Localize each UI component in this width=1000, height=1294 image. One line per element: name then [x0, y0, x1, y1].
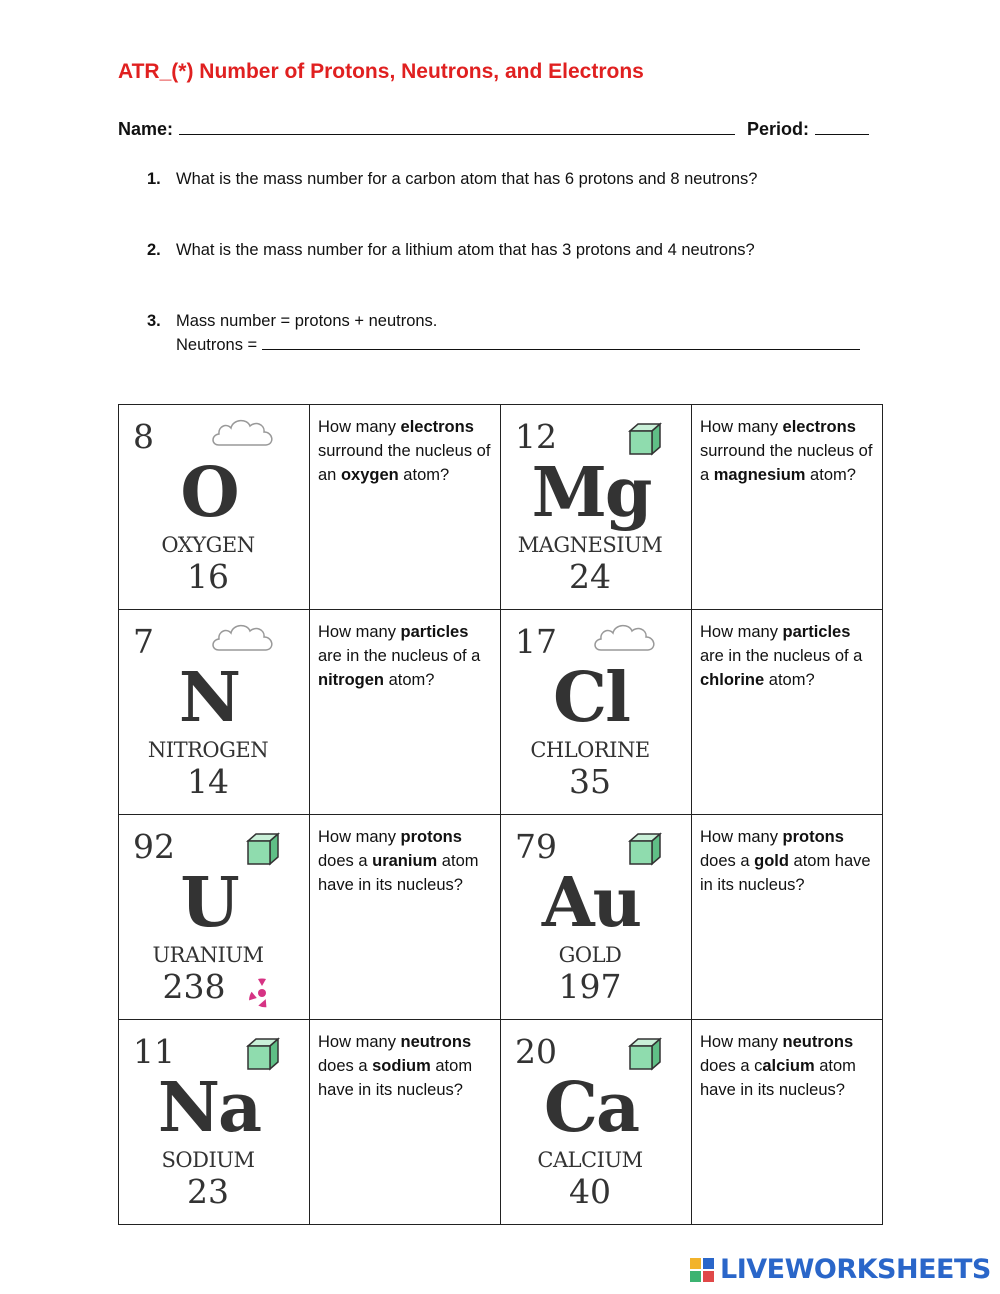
prompt-cell-magnesium	[692, 405, 883, 610]
prompt-cell-gold	[692, 815, 883, 1020]
element-symbol: Na	[157, 1068, 261, 1148]
period-field[interactable]	[815, 118, 869, 135]
element-name: SODIUM	[161, 1148, 255, 1172]
neutrons-label: Neutrons =	[176, 336, 258, 354]
period-label: Period:	[747, 119, 810, 139]
mass-number: 238	[162, 967, 226, 1006]
element-card-nitrogen	[119, 610, 310, 815]
radioactive-icon	[245, 976, 279, 1010]
element-symbol: N	[178, 658, 240, 738]
mass-number: 16	[187, 557, 229, 596]
atomic-number: 79	[515, 827, 557, 866]
mass-number: 40	[569, 1172, 611, 1211]
element-name: GOLD	[558, 943, 622, 967]
cube-icon	[627, 831, 663, 867]
element-card-chlorine	[501, 610, 692, 815]
prompt-text: How many particles are in the nucleus of a nitrogen atom?	[318, 623, 481, 689]
element-card-magnesium	[501, 405, 692, 610]
element-card-uranium	[119, 815, 310, 1020]
prompt-text: How many protons does a uranium atom have in its nucleus?	[318, 828, 479, 894]
prompt-text: How many electrons surround the nucleus of an oxygen atom?	[318, 418, 491, 484]
name-label: Name:	[118, 119, 174, 139]
prompt-text: How many neutrons does a calcium atom have in its nucleus?	[700, 1033, 856, 1099]
prompt-cell-nitrogen	[310, 610, 501, 815]
element-name: MAGNESIUM	[517, 533, 663, 557]
question-number: 1.	[147, 170, 161, 188]
element-name: NITROGEN	[147, 738, 269, 762]
question-text: What is the mass number for a lithium atom that has 3 protons and 4 neutrons?	[176, 241, 755, 259]
atomic-number: 17	[515, 622, 557, 661]
prompt-text: How many electrons surround the nucleus of a magnesium atom?	[700, 418, 873, 484]
cube-icon	[627, 1036, 663, 1072]
cloud-icon	[211, 620, 277, 654]
element-name: CHLORINE	[530, 738, 650, 762]
element-symbol: Cl	[553, 658, 629, 738]
prompt-cell-uranium	[310, 815, 501, 1020]
element-name: URANIUM	[152, 943, 264, 967]
atomic-number: 20	[515, 1032, 557, 1071]
mass-number: 197	[558, 967, 622, 1006]
question-text: What is the mass number for a carbon atom that has 6 protons and 8 neutrons?	[176, 170, 758, 188]
element-card-gold	[501, 815, 692, 1020]
prompt-text: How many particles are in the nucleus of a chlorine atom?	[700, 623, 863, 689]
prompt-cell-calcium	[692, 1020, 883, 1225]
worksheet-title: ATR_(*) Number of Protons, Neutrons, and Electrons	[118, 60, 644, 83]
element-name: OXYGEN	[161, 533, 255, 557]
element-card-sodium	[119, 1020, 310, 1225]
element-symbol: O	[180, 453, 238, 533]
cloud-icon	[211, 415, 277, 449]
cube-icon	[245, 1036, 281, 1072]
question-number: 3.	[147, 312, 161, 330]
cube-icon	[627, 421, 663, 457]
mass-number: 23	[187, 1172, 229, 1211]
element-symbol: Au	[541, 863, 641, 943]
name-field[interactable]	[179, 118, 735, 135]
atomic-number: 11	[133, 1032, 175, 1071]
mass-number: 24	[569, 557, 611, 596]
question-1	[147, 167, 758, 191]
element-question-grid	[118, 404, 883, 1225]
mass-number: 14	[187, 762, 229, 801]
cube-icon	[245, 831, 281, 867]
element-card-calcium	[501, 1020, 692, 1225]
atomic-number: 92	[133, 827, 175, 866]
element-symbol: U	[180, 863, 238, 943]
prompt-cell-sodium	[310, 1020, 501, 1225]
neutrons-answer-field[interactable]	[262, 333, 860, 350]
question-text: Mass number = protons + neutrons.	[176, 312, 438, 330]
atomic-number: 7	[133, 622, 154, 661]
logo-blocks-icon	[690, 1258, 714, 1282]
logo-text: LIVEWORKSHEETS	[720, 1254, 991, 1285]
name-period-row	[118, 118, 880, 140]
question-3	[147, 309, 860, 357]
atomic-number: 12	[515, 417, 557, 456]
prompt-text: How many protons does a gold atom have in its nucleus?	[700, 828, 871, 894]
mass-number: 35	[569, 762, 611, 801]
prompt-cell-oxygen	[310, 405, 501, 610]
element-symbol: Mg	[531, 453, 651, 533]
prompt-cell-chlorine	[692, 610, 883, 815]
liveworksheets-logo[interactable]	[690, 1254, 991, 1285]
element-card-oxygen	[119, 405, 310, 610]
question-2	[147, 238, 755, 262]
cloud-icon	[593, 620, 659, 654]
prompt-text: How many neutrons does a sodium atom have in its nucleus?	[318, 1033, 473, 1099]
atomic-number: 8	[133, 417, 154, 456]
question-number: 2.	[147, 241, 161, 259]
element-symbol: Ca	[543, 1068, 639, 1148]
element-name: CALCIUM	[537, 1148, 643, 1172]
